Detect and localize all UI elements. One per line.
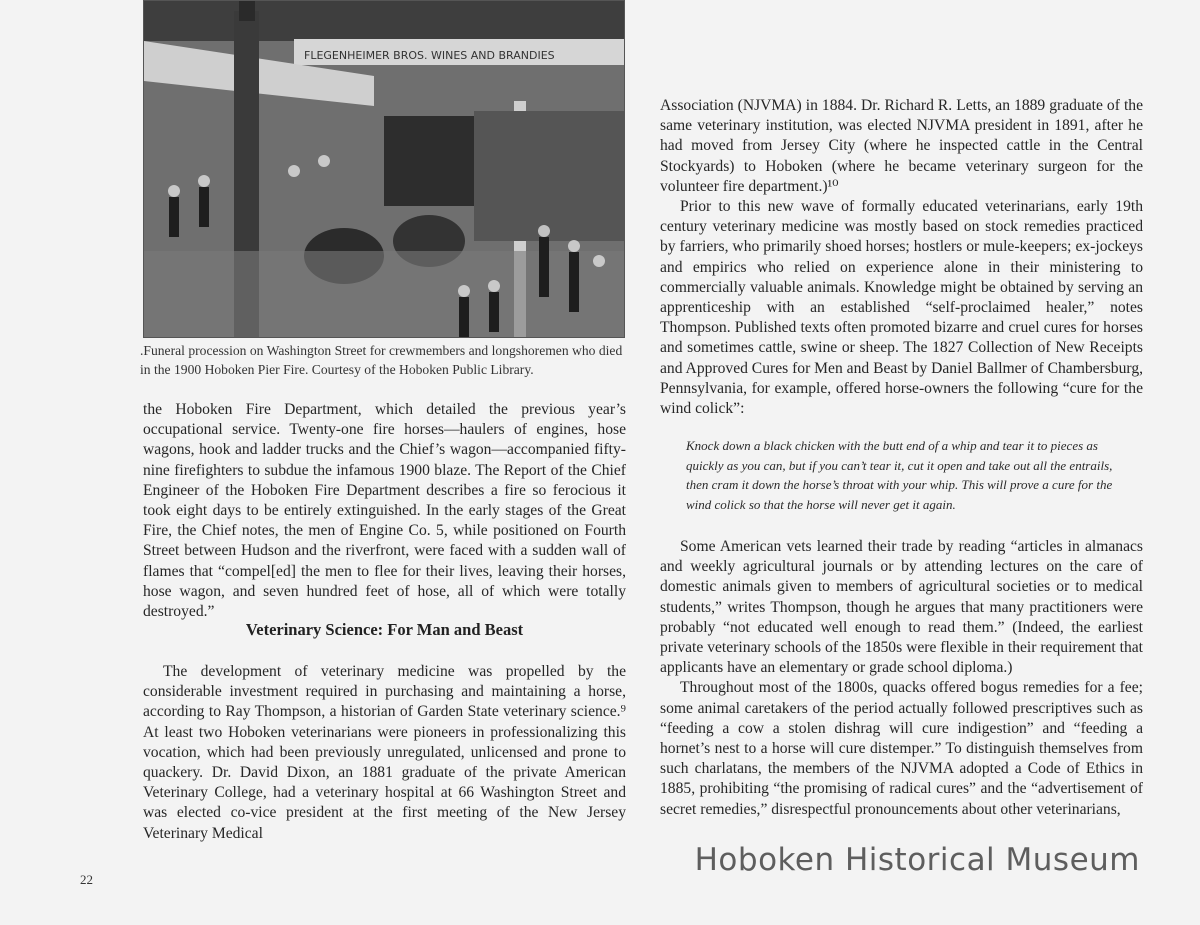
left-para1-text: the Hoboken Fire Department, which detailed the previous year’s occupational service. Twenty-one fire horses—haulers of engines, hose wagons, hook and ladder trucks and the Chief’s wagon—accompanied fifty-nine firefighters to subdue the infamous 1900 blaze. The Report of the Chief Engineer of the Hoboken Fire Department describes a fire so ferocious it took eight days to be entirely extinguished. In the early stages of the Great Fire, the Chief notes, the men of Engine Co. 5, while positioned on Fourth Street between Hudson and the riverfront, were faced with a sudden wall of flames that “compel[ed] the men to flee for their lives, leaving their horses, hose wagon, and seven hundred feet of hose, all of which were totally destroyed.” bbox=[143, 401, 626, 621]
left-column-para2 bbox=[143, 662, 626, 844]
right-para4-text: Throughout most of the 1800s, quacks offered bogus remedies for a fee; some animal caretakers of the period actually followed prescriptives such as “feeding a cow a stolen dishrag will cure indigestion” and “feeding a hornet’s nest to a horse will cure distemper.” To distinguish themselves from such charlatans, the members of the NJVMA adopted a Code of Ethics in 1885, prohibiting “the promising of radical cures” and the “advertisement of secret remedies,” disrespectful pronouncements about other veterinarians, bbox=[660, 679, 1143, 818]
right-para2-text: Prior to this new wave of formally educated veterinarians, early 19th century veterinary medicine was mostly based on stock remedies practiced by farriers, who primarily shoed horses; hostlers or mule-keepers; ex-jockeys and empirics who relied on experience alone in their ministering to commercially valuable animals. Knowledge might be obtained by serving an apprenticeship with an established “self-proclaimed healer,” notes Thompson. Published texts often promoted bizarre and cruel cures for horses and sometimes cattle, swine or sheep. The 1827 Collection of New Receipts and Approved Cures for Men and Beast by Daniel Ballmer of Chambersburg, Pennsylvania, for example, offered horse-owners the following “cure for the wind colick”: bbox=[660, 198, 1144, 418]
left-column-para1 bbox=[143, 400, 626, 622]
photo-caption: .Funeral procession on Washington Street for crewmembers and longshoremen who died in the 1900 Hoboken Pier Fire. Courtesy of the Hoboken Public Library. bbox=[140, 343, 623, 377]
right-para1-text: Association (NJVMA) in 1884. Dr. Richard R. Letts, an 1889 graduate of the same veterinary institution, was elected NJVMA president in 1891, after he had moved from Jersey City (where he inspected cattle in the Central Stockyards) to Hoboken (where he became veterinary surgeon for the volunteer fire department.)¹⁰ bbox=[660, 97, 1143, 195]
right-column-lower bbox=[660, 537, 1143, 820]
section-heading: Veterinary Science: For Man and Beast bbox=[245, 620, 524, 639]
block-quote: Knock down a black chicken with the butt end of a whip and tear it to pieces as quickly as you can, but if you can’t tear it, cut it open and take out all the entrails, then cram it down the horse’s throat with your whip. This will prove a cure for the wind colick so that the horse will never get it again. bbox=[686, 438, 1113, 512]
historical-photo bbox=[143, 0, 625, 338]
photo-illustration bbox=[144, 1, 624, 337]
page-number: 22 bbox=[80, 872, 93, 887]
photo-sign-text: FLEGENHEIMER BROS. WINES AND BRANDIES bbox=[304, 49, 555, 62]
left-para2-text: The development of veterinary medicine was propelled by the considerable investment required in purchasing and maintaining a horse, according to Ray Thompson, a historian of Garden State veterinary science.⁹ At least two Hoboken veterinarians were pioneers in professionalizing this vocation, which had been previously unregulated, unlicensed and prone to quackery. Dr. David Dixon, an 1881 graduate of the private American Veterinary College, had a veterinary hospital at 66 Washington Street and was elected co-vice president at the first meeting of the New Jersey Veterinary Medical bbox=[143, 663, 626, 842]
right-para3-text: Some American vets learned their trade by reading “articles in almanacs and weekly agricultural journals or by attending lectures on the care of domestic animals given to members of agricultural societies or to medical students,” writes Thompson, though he argues that many practitioners were probably “not educated well enough to read them.” (Indeed, the earliest private veterinary schools of the 1850s were flexible in their requirement that applicants have an elementary or grade school diploma.) bbox=[660, 538, 1143, 677]
museum-watermark: Hoboken Historical Museum bbox=[694, 842, 1140, 878]
right-column-upper bbox=[660, 96, 1143, 419]
